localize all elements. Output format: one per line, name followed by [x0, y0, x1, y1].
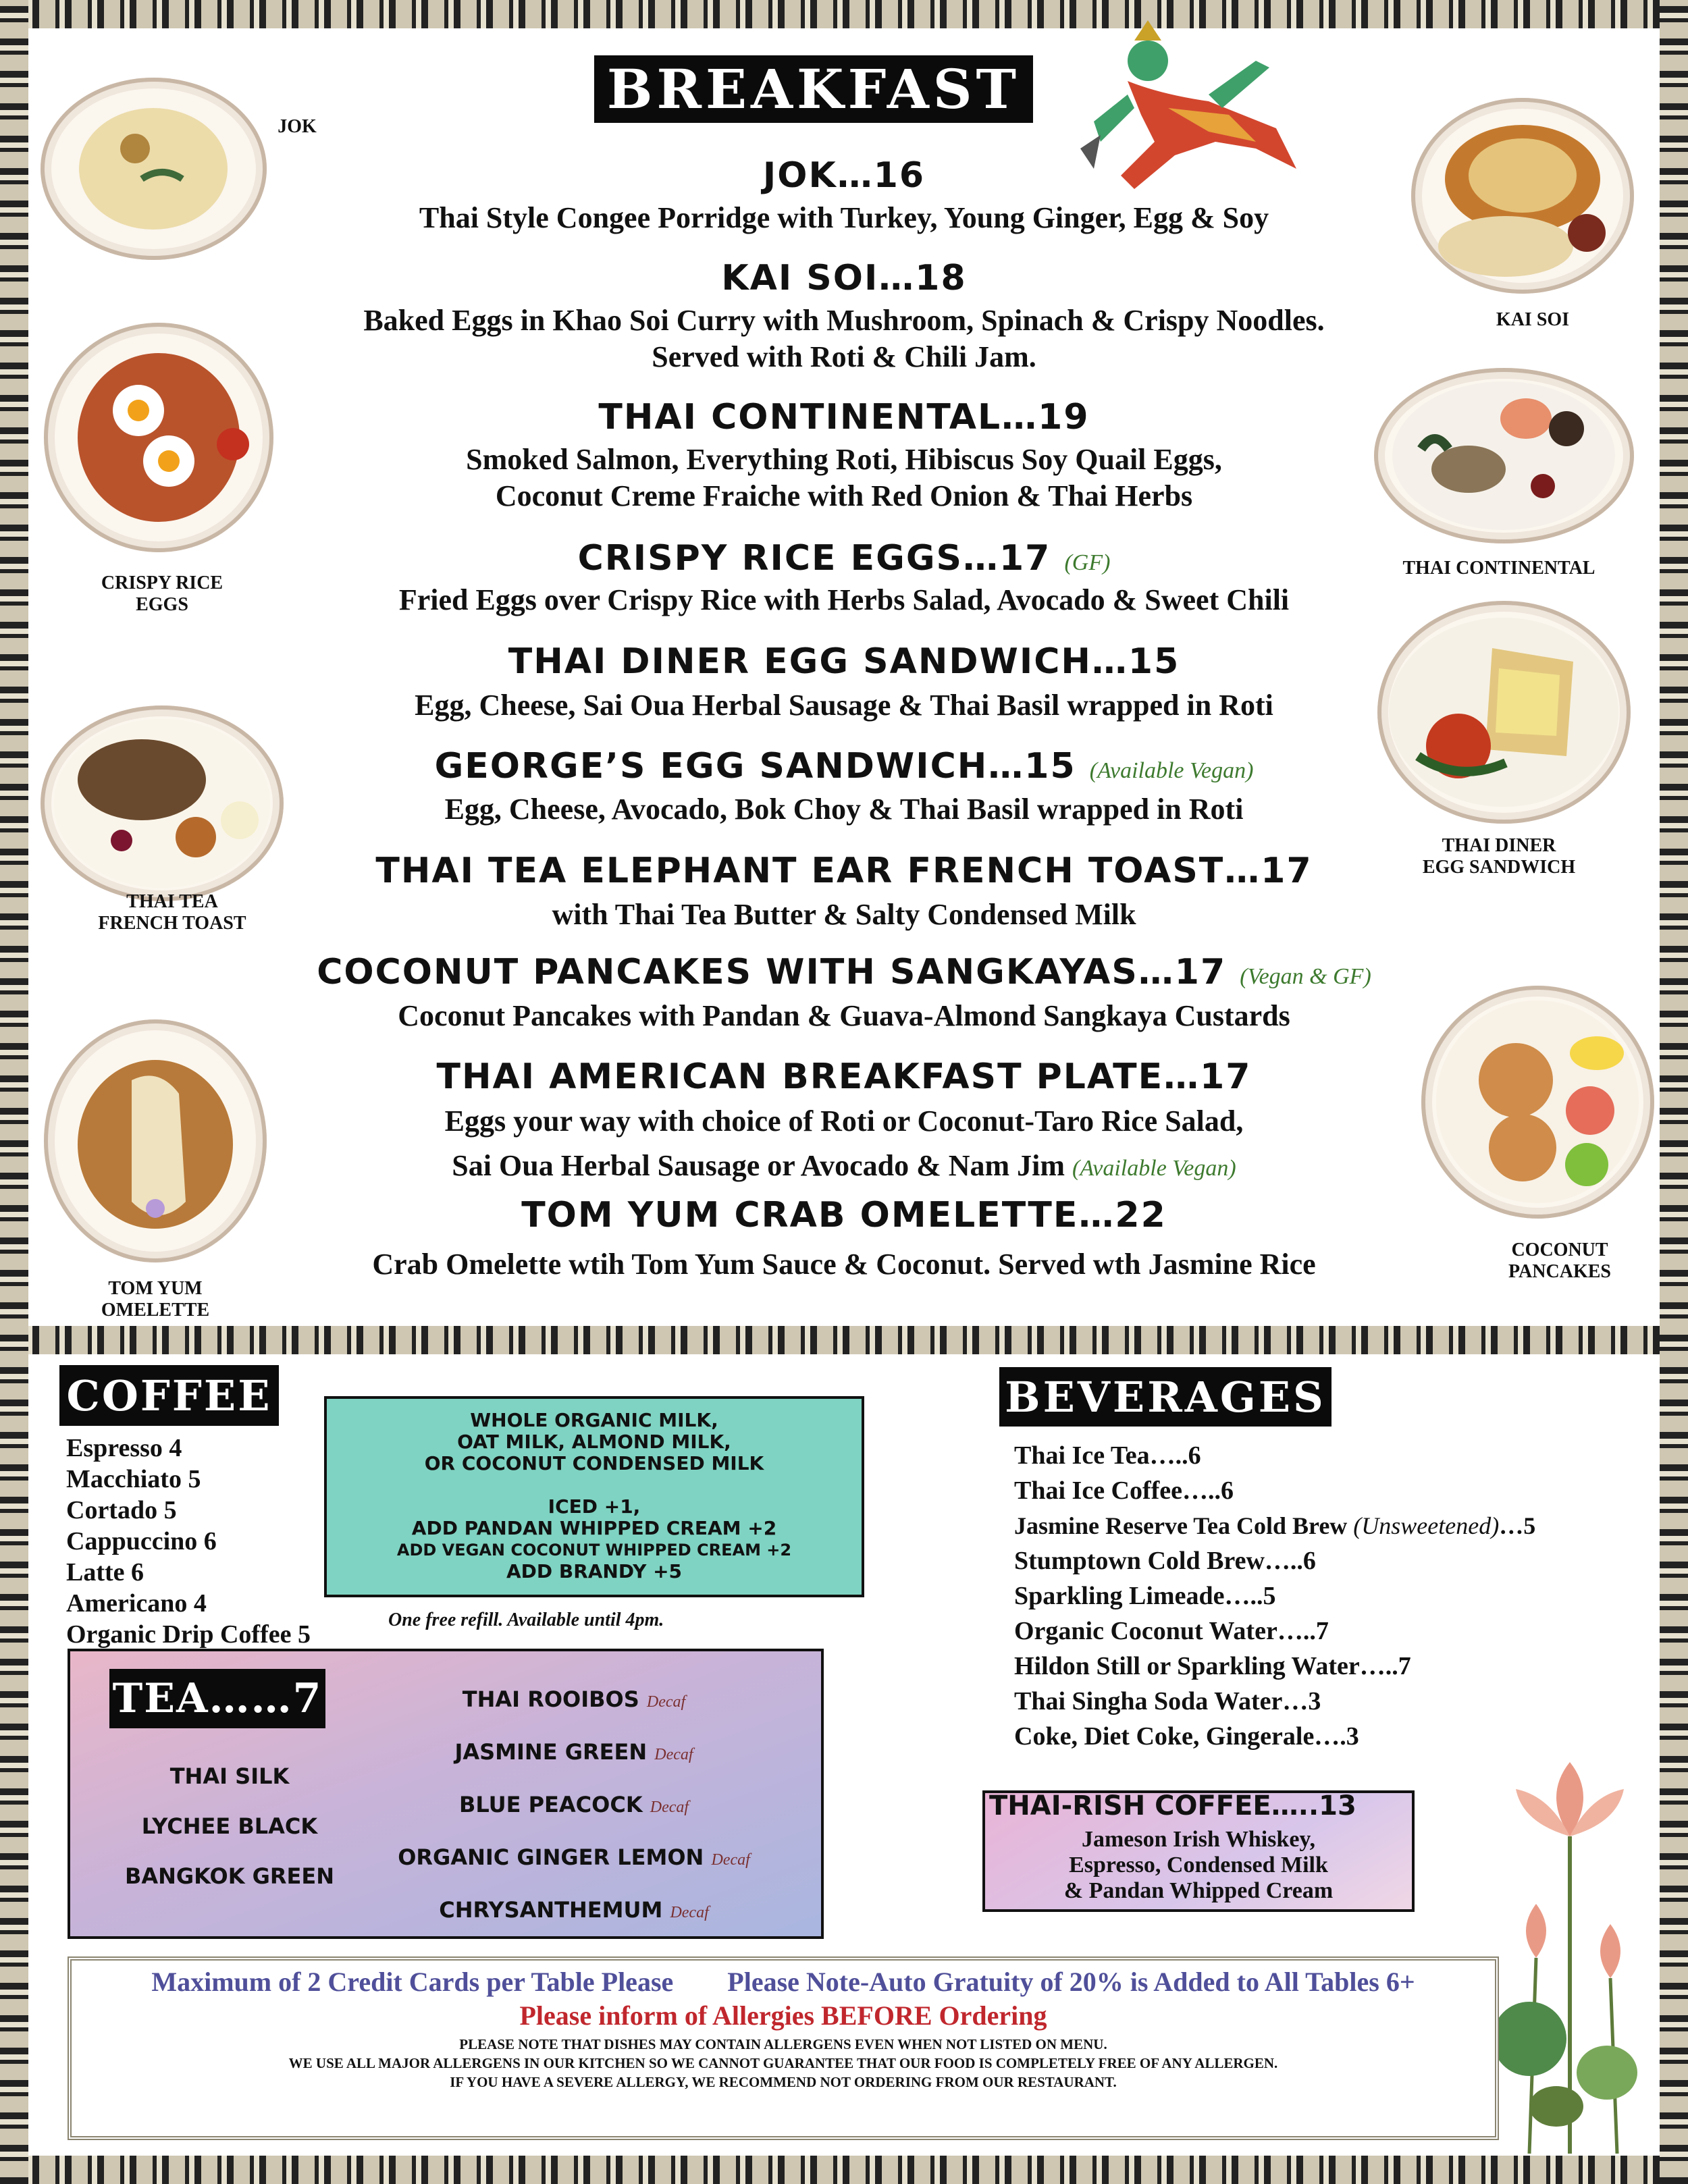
jok-photo-label: JOK: [278, 116, 317, 137]
addon-line: ADD BRANDY +5: [506, 1560, 683, 1582]
beverage-item: Thai Singha Soda Water…3: [1014, 1687, 1321, 1715]
thairish-desc: [982, 1827, 1415, 1904]
coffee-title-text: COFFEE: [66, 1370, 272, 1420]
milk-line: WHOLE ORGANIC MILK,: [470, 1409, 718, 1431]
thairish-line: & Pandan Whipped Cream: [1063, 1878, 1334, 1903]
beverage-item: Thai Ice Coffee…..6: [1014, 1476, 1234, 1505]
tea-name: CHRYSANTHEMUM: [439, 1897, 663, 1923]
dish-name-crispy-rice-eggs: [0, 538, 1688, 579]
dish-name-jok: JOK…16: [762, 155, 926, 196]
crispy-rice-eggs-label-line2: EGGS: [136, 594, 188, 615]
beverage-item: Sparkling Limeade…..5: [1014, 1582, 1276, 1610]
dish-desc-thai-diner: Egg, Cheese, Sai Oua Herbal Sausage & Thai Basil wrapped in Roti: [415, 689, 1273, 722]
footer-allergy: Please inform of Allergies BEFORE Ordering: [519, 2000, 1047, 2031]
tea-item: [351, 1885, 797, 1938]
dish-desc-thai-continental-line1: Smoked Salmon, Everything Roti, Hibiscus Soy Quail Eggs,: [466, 443, 1222, 476]
middle-border: [0, 1326, 1688, 1354]
coffee-item: Americano 4: [66, 1589, 207, 1618]
french-toast-label-line2: FRENCH TOAST: [98, 913, 246, 934]
coffee-item: Cortado 5: [66, 1496, 177, 1524]
beverage-item: Stumptown Cold Brew…..6: [1014, 1547, 1316, 1575]
thairish-title: THAI-RISH COFFEE…..13: [989, 1790, 1356, 1821]
dish-tag-coconut-pancakes: (Vegan & GF): [1240, 964, 1371, 989]
tea-item: LYCHEE BLACK: [141, 1813, 318, 1839]
crispy-rice-eggs-label-line1: CRISPY RICE: [101, 572, 223, 593]
dish-name-tom-yum: TOM YUM CRAB OMELETTE…22: [521, 1195, 1167, 1235]
tea-item: BANGKOK GREEN: [124, 1863, 335, 1889]
tea-name: BLUE PEACOCK: [458, 1792, 643, 1817]
beverage-item: Coke, Diet Coke, Gingerale….3: [1014, 1722, 1359, 1751]
dish-tag-georges: (Available Vegan): [1089, 758, 1254, 783]
coffee-list: [66, 1433, 311, 1650]
coffee-item: Latte 6: [66, 1558, 144, 1587]
addon-line: ADD PANDAN WHIPPED CREAM +2: [411, 1517, 777, 1539]
footer-note: PLEASE NOTE THAT DISHES MAY CONTAIN ALLERGENS EVEN WHEN NOT LISTED ON MENU.: [459, 2036, 1107, 2052]
dish-name-american-plate: THAI AMERICAN BREAKFAST PLATE…17: [436, 1057, 1252, 1097]
decaf-tag: Decaf: [650, 1799, 689, 1816]
tea-item: [351, 1780, 797, 1832]
dish-desc-american-plate-line1: Eggs your way with choice of Roti or Coconut-Taro Rice Salad,: [444, 1104, 1244, 1138]
beverage-item: Thai Ice Tea…..6: [1014, 1441, 1201, 1470]
footer-note: IF YOU HAVE A SEVERE ALLERGY, WE RECOMMEND NOT ORDERING FROM OUR RESTAURANT.: [450, 2074, 1117, 2090]
french-toast-label-line1: THAI TEA: [126, 891, 218, 912]
top-border: [0, 0, 1688, 28]
coffee-title: [59, 1365, 279, 1426]
beverage-item: Organic Coconut Water…..7: [1014, 1617, 1329, 1645]
decaf-tag: Decaf: [646, 1693, 686, 1711]
dish-name-coconut-pancakes: [0, 952, 1688, 992]
coffee-item: Macchiato 5: [66, 1465, 201, 1493]
dish-name-thai-continental: THAI CONTINENTAL…19: [598, 397, 1090, 437]
dish-desc-jok: Thai Style Congee Porridge with Turkey, Young Ginger, Egg & Soy: [419, 201, 1269, 234]
beverage-item-name: Jasmine Reserve Tea Cold Brew: [1014, 1512, 1348, 1539]
kai-soi-photo-label: KAI SOI: [1496, 309, 1570, 330]
milk-options-box: [324, 1396, 864, 1597]
beverages-list: [1014, 1438, 1535, 1754]
addon-line: ADD VEGAN COCONUT WHIPPED CREAM +2: [396, 1541, 792, 1560]
dish-desc-american-plate-text: Sai Oua Herbal Sausage or Avocado & Nam Jim: [452, 1149, 1065, 1182]
beverage-item-price: …5: [1499, 1512, 1536, 1539]
coffee-item: Espresso 4: [66, 1434, 182, 1462]
dish-desc-thai-continental-line2: Coconut Creme Fraiche with Red Onion & Thai Herbs: [495, 479, 1193, 512]
coffee-item: Organic Drip Coffee 5: [66, 1620, 311, 1649]
tea-title: [109, 1669, 325, 1728]
dish-desc-french-toast: with Thai Tea Butter & Salty Condensed Milk: [552, 898, 1136, 931]
decaf-tag: Decaf: [670, 1904, 709, 1921]
footer-credit-cards: Maximum of 2 Credit Cards per Table Please: [151, 1967, 674, 1997]
dish-name-thai-diner: THAI DINER EGG SANDWICH…15: [508, 641, 1180, 682]
beverage-item-note: (Unsweetened): [1353, 1512, 1500, 1539]
tea-right-list: [351, 1674, 797, 1938]
dish-title-crispy-rice-eggs: CRISPY RICE EGGS…17: [577, 538, 1051, 579]
dish-desc-coconut-pancakes: Coconut Pancakes with Pandan & Guava-Almond Sangkaya Custards: [398, 999, 1290, 1032]
lotus-illustration: [1482, 1755, 1654, 2154]
coffee-item: Cappuccino 6: [66, 1527, 217, 1555]
dish-name-kai-soi: KAI SOI…18: [721, 258, 967, 298]
coconut-pancakes-label-line1: COCONUT: [1511, 1240, 1608, 1260]
dish-desc-tom-yum: Crab Omelette wtih Tom Yum Sauce & Coconut. Served wth Jasmine Rice: [372, 1248, 1316, 1281]
milk-line: OR COCONUT CONDENSED MILK: [424, 1452, 764, 1474]
dish-desc-georges: Egg, Cheese, Avocado, Bok Choy & Thai Basil wrapped in Roti: [444, 793, 1244, 826]
footer-line1: [68, 1966, 1499, 1998]
tea-name: THAI ROOIBOS: [462, 1686, 639, 1712]
dish-desc-crispy-rice-eggs: Fried Eggs over Crispy Rice with Herbs Salad, Avocado & Sweet Chili: [398, 583, 1290, 616]
thai-continental-photo-label: THAI CONTINENTAL: [1402, 558, 1595, 579]
addon-line: ICED +1,: [548, 1495, 641, 1518]
tea-item: [351, 1832, 797, 1885]
beverages-title-text: BEVERAGES: [1005, 1372, 1326, 1422]
breakfast-title: [594, 55, 1033, 123]
tea-name: ORGANIC GINGER LEMON: [398, 1844, 704, 1870]
tea-item: [351, 1727, 797, 1780]
tea-title-text: TEA……7: [112, 1675, 323, 1722]
tom-yum-label-line1: TOM YUM: [108, 1278, 203, 1299]
footer-gratuity: Please Note-Auto Gratuity of 20% is Added to All Tables 6+: [727, 1967, 1415, 1997]
decaf-tag: Decaf: [654, 1746, 693, 1763]
dish-desc-kai-soi-line2: Served with Roti & Chili Jam.: [652, 340, 1036, 373]
dish-title-coconut-pancakes: COCONUT PANCAKES WITH SANGKAYAS…17: [317, 952, 1227, 992]
dish-tag-crispy-rice-eggs: (GF): [1064, 550, 1111, 575]
tom-yum-label-line2: OMELETTE: [101, 1300, 210, 1321]
dish-name-georges: [0, 746, 1688, 787]
dish-desc-kai-soi-line1: Baked Eggs in Khao Soi Curry with Mushroom, Spinach & Crispy Noodles.: [363, 304, 1325, 337]
thai-diner-label-line1: THAI DINER: [1442, 835, 1556, 856]
milk-line: OAT MILK, ALMOND MILK,: [457, 1431, 731, 1453]
beverage-item: [1014, 1508, 1535, 1543]
dish-tag-american-plate: (Available Vegan): [1072, 1156, 1236, 1181]
footer-notes: [68, 2035, 1499, 2092]
beverages-title: [999, 1367, 1331, 1427]
thairish-line: Jameson Irish Whiskey,: [1081, 1827, 1316, 1852]
thairish-line: Espresso, Condensed Milk: [1069, 1853, 1328, 1877]
tea-name: JASMINE GREEN: [454, 1739, 648, 1765]
decaf-tag: Decaf: [711, 1851, 750, 1869]
tea-left-list: [115, 1751, 344, 1901]
dish-title-georges: GEORGE’S EGG SANDWICH…15: [434, 746, 1076, 787]
bottom-border: [0, 2156, 1688, 2184]
dish-name-french-toast: THAI TEA ELEPHANT EAR FRENCH TOAST…17: [375, 851, 1313, 891]
refill-note: One free refill. Available until 4pm.: [388, 1609, 664, 1630]
beverage-item: Hildon Still or Sparkling Water…..7: [1014, 1652, 1411, 1680]
dish-desc-american-plate-line2: [0, 1148, 1688, 1187]
thai-diner-label-line2: EGG SANDWICH: [1422, 857, 1576, 878]
tom-yum-photo-label: [81, 1278, 230, 1321]
coconut-pancakes-label-line2: PANCAKES: [1508, 1261, 1611, 1282]
footer-note: WE USE ALL MAJOR ALLERGENS IN OUR KITCHEN SO WE CANNOT GUARANTEE THAT OUR FOOD IS COMPLETELY FREE OF ANY ALLERGEN.: [288, 2055, 1278, 2071]
breakfast-title-text: BREAKFAST: [606, 57, 1021, 121]
tea-item: [351, 1674, 797, 1727]
tea-item: THAI SILK: [169, 1763, 290, 1789]
